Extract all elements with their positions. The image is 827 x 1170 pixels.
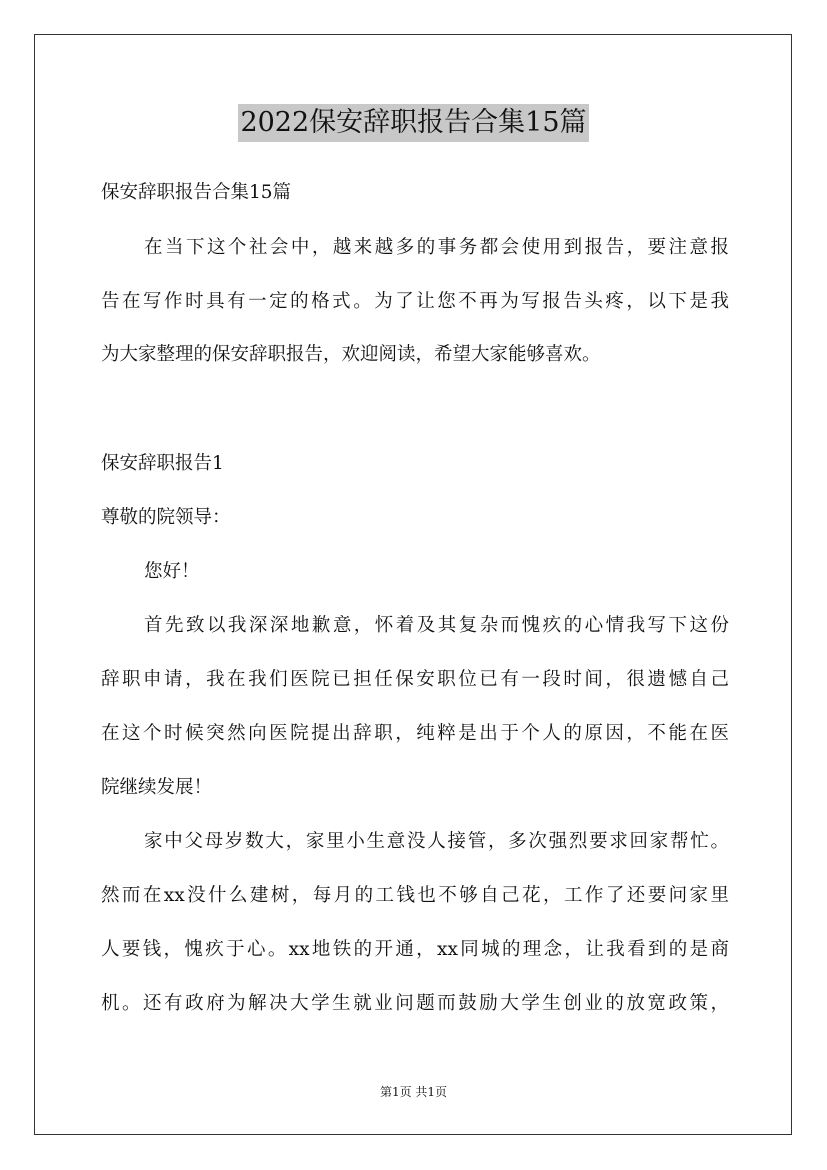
paragraph-line: 机。还有政府为解决大学生就业问题而鼓励大学生创业的放宽政策，: [101, 993, 729, 1014]
section-heading: 保安辞职报告1: [101, 453, 224, 474]
greeting-line: 您好！: [144, 561, 200, 582]
paragraph-line: 告在写作时具有一定的格式。为了让您不再为写报告头疼，以下是我: [101, 291, 729, 312]
paragraph-line: 家中父母岁数大，家里小生意没人接管，多次强烈要求回家帮忙。: [144, 831, 729, 852]
paragraph-line: 在当下这个社会中，越来越多的事务都会使用到报告，要注意报: [144, 237, 729, 258]
title-container: [0, 104, 827, 142]
document-title: 2022保安辞职报告合集15篇: [238, 104, 588, 142]
paragraph-line: 然而在xx没什么建树，每月的工钱也不够自己花，工作了还要问家里: [101, 885, 729, 906]
paragraph-line: 为大家整理的保安辞职报告，欢迎阅读，希望大家能够喜欢。: [101, 344, 601, 365]
paragraph-line: 人要钱，愧疚于心。xx地铁的开通，xx同城的理念，让我看到的是商: [101, 939, 729, 960]
salutation-line: 尊敬的院领导：: [101, 507, 231, 528]
paragraph-line: 院继续发展！: [101, 777, 213, 798]
paragraph-line: 辞职申请，我在我们医院已担任保安职位已有一段时间，很遗憾自己: [101, 669, 729, 690]
subtitle-line: 保安辞职报告合集15篇: [101, 182, 292, 203]
paragraph-line: 首先致以我深深地歉意，怀着及其复杂而愧疚的心情我写下这份: [144, 615, 729, 636]
paragraph-line: 在这个时候突然向医院提出辞职，纯粹是出于个人的原因，不能在医: [101, 723, 729, 744]
page-footer: 第1页 共1页: [379, 1085, 448, 1099]
